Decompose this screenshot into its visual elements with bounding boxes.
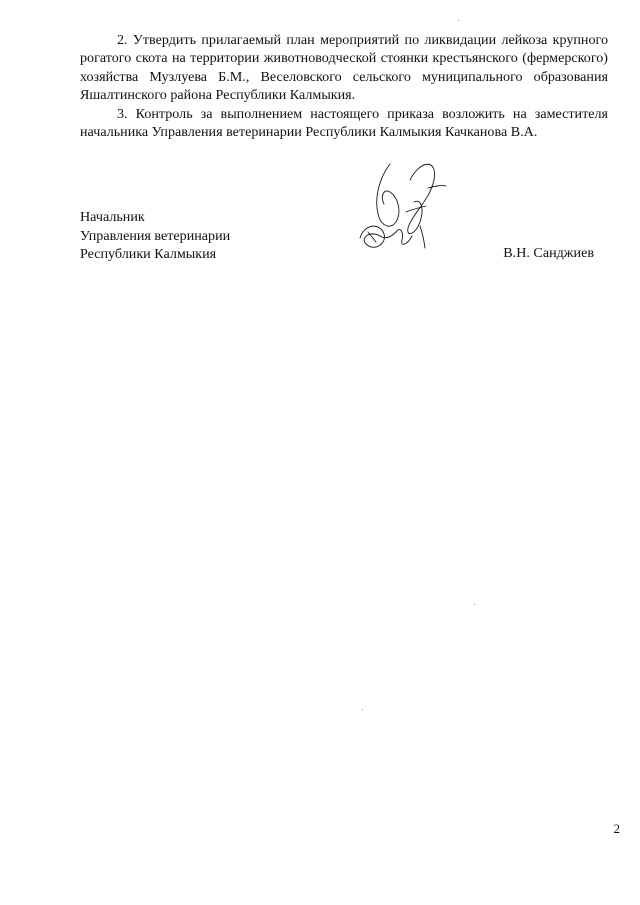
paragraph-item-2: 2. Утвердить прилагаемый план мероприятий по ликвидации лейкоза крупного рогатого скота на территории животноводческой стоянки крестьянского (фермерского) хозяйства Музлуева Б.М., Веселовского сельского муниципального образования Яшалтинского района Республики Калмыкия. bbox=[80, 32, 608, 104]
scan-speck bbox=[362, 709, 363, 710]
signatory-position-line: Начальник bbox=[80, 209, 145, 225]
handwritten-signature bbox=[350, 152, 460, 262]
page-number: 2 bbox=[613, 821, 620, 836]
signatory-position-line: Республики Калмыкия bbox=[80, 246, 217, 263]
scan-speck bbox=[458, 20, 459, 21]
signatory-name: В.Н. Санджиев bbox=[503, 245, 594, 261]
signatory-position-line: Управления ветеринарии bbox=[80, 227, 231, 244]
signatory-position bbox=[80, 208, 230, 264]
scan-speck bbox=[474, 604, 475, 605]
document-body bbox=[80, 31, 608, 141]
paragraph-item-3: 3. Контроль за выполнением настоящего приказа возложить на заместителя начальника Управления ветеринарии Республики Калмыкия Качканова В.А. bbox=[80, 105, 608, 141]
